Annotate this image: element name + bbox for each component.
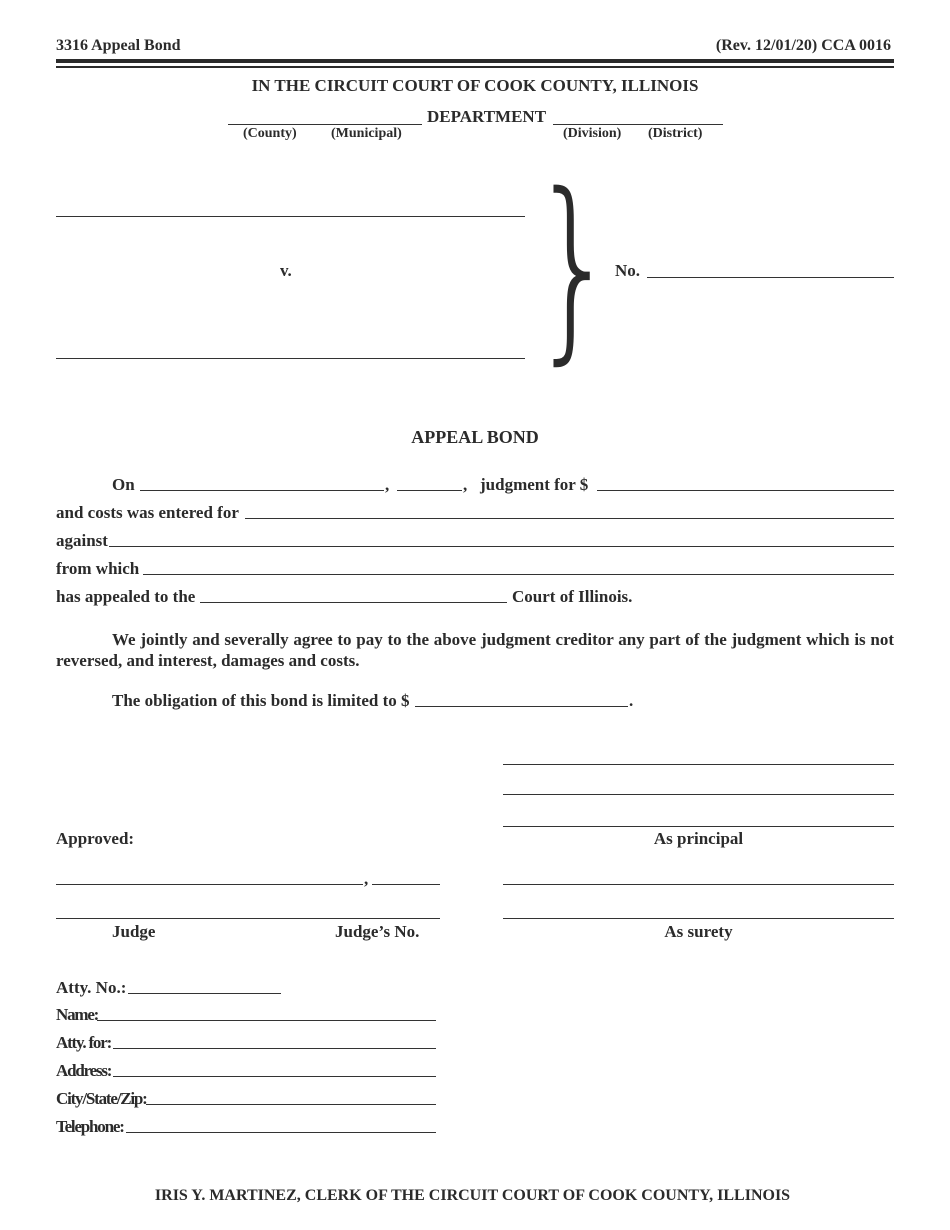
judgment-date-field[interactable]: [140, 472, 384, 491]
principal-signature-line-1[interactable]: [503, 746, 894, 765]
caption-brace: }: [530, 151, 619, 382]
judge-label: Judge: [112, 922, 156, 941]
surety-signature-line-1[interactable]: [503, 866, 894, 885]
entered-for-field[interactable]: [245, 500, 894, 519]
date-comma: ,: [385, 475, 390, 494]
approval-comma: ,: [364, 869, 369, 888]
division-label: (Division): [563, 126, 622, 141]
header-rule-thin: [56, 66, 894, 68]
city-state-zip-field[interactable]: [146, 1086, 436, 1105]
on-label: On: [112, 475, 135, 494]
surety-label: As surety: [664, 922, 733, 941]
from-which-field[interactable]: [143, 556, 894, 575]
approval-date-field[interactable]: [56, 866, 363, 885]
header-rule-thick: [56, 59, 894, 63]
appellate-court-field[interactable]: [200, 584, 507, 603]
approved-label: Approved:: [56, 829, 135, 848]
clerk-footer: IRIS Y. MARTINEZ, CLERK OF THE CIRCUIT COURT OF COOK COUNTY, ILLINOIS: [154, 1187, 791, 1204]
from-which-label: from which: [56, 559, 140, 578]
surety-signature-line-2[interactable]: [503, 900, 894, 919]
judge-signature-line[interactable]: [56, 900, 440, 919]
court-of-illinois-label: Court of Illinois.: [512, 587, 633, 606]
court-title: IN THE CIRCUIT COURT OF COOK COUNTY, ILLINOIS: [251, 76, 699, 95]
atty-no-field[interactable]: [128, 975, 281, 994]
atty-for-label: Atty. for:: [56, 1033, 112, 1052]
agreement-paragraph: We jointly and severally agree to pay to the above judgment creditor any part of the judgment which is not reversed, and interest, damages and costs.: [56, 630, 894, 670]
judges-number-label: Judge’s No.: [335, 922, 420, 941]
case-number-label: No.: [615, 261, 641, 280]
address-field[interactable]: [113, 1058, 436, 1077]
approval-year-field[interactable]: [372, 866, 440, 885]
county-municipal-field[interactable]: [228, 106, 422, 125]
telephone-field[interactable]: [126, 1114, 436, 1133]
county-label: (County): [243, 126, 297, 141]
principal-label: As principal: [653, 829, 744, 848]
judgment-amount-field[interactable]: [597, 472, 894, 491]
obligation-label: The obligation of this bond is limited to $: [112, 691, 410, 710]
plaintiff-field[interactable]: [56, 196, 525, 217]
address-label: Address:: [56, 1061, 112, 1080]
municipal-label: (Municipal): [331, 126, 402, 141]
versus-label: v.: [280, 261, 292, 280]
form-title: 3316 Appeal Bond: [56, 37, 181, 54]
name-label: Name:: [56, 1005, 99, 1024]
principal-signature-line-2[interactable]: [503, 776, 894, 795]
atty-no-label: Atty. No.:: [56, 978, 127, 997]
document-title: APPEAL BOND: [411, 427, 539, 447]
against-label: against: [56, 531, 108, 550]
against-field[interactable]: [109, 528, 894, 547]
division-district-field[interactable]: [553, 106, 723, 125]
judgment-for-label: judgment for $: [480, 475, 589, 494]
form-revision: (Rev. 12/01/20) CCA 0016: [715, 37, 891, 54]
city-state-zip-label: City/State/Zip:: [56, 1089, 147, 1108]
judgment-year-field[interactable]: [397, 472, 462, 491]
atty-for-field[interactable]: [113, 1030, 436, 1049]
name-field[interactable]: [97, 1002, 436, 1021]
obligation-amount-field[interactable]: [415, 688, 628, 707]
case-number-field[interactable]: [647, 257, 894, 278]
obligation-period: .: [629, 691, 634, 710]
costs-entered-label: and costs was entered for: [56, 503, 239, 522]
district-label: (District): [648, 126, 703, 141]
defendant-field[interactable]: [56, 338, 525, 359]
principal-signature-line-3[interactable]: [503, 808, 894, 827]
year-comma: ,: [463, 475, 468, 494]
telephone-label: Telephone:: [56, 1117, 124, 1136]
department-label: DEPARTMENT: [427, 107, 547, 126]
appealed-label: has appealed to the: [56, 587, 196, 606]
